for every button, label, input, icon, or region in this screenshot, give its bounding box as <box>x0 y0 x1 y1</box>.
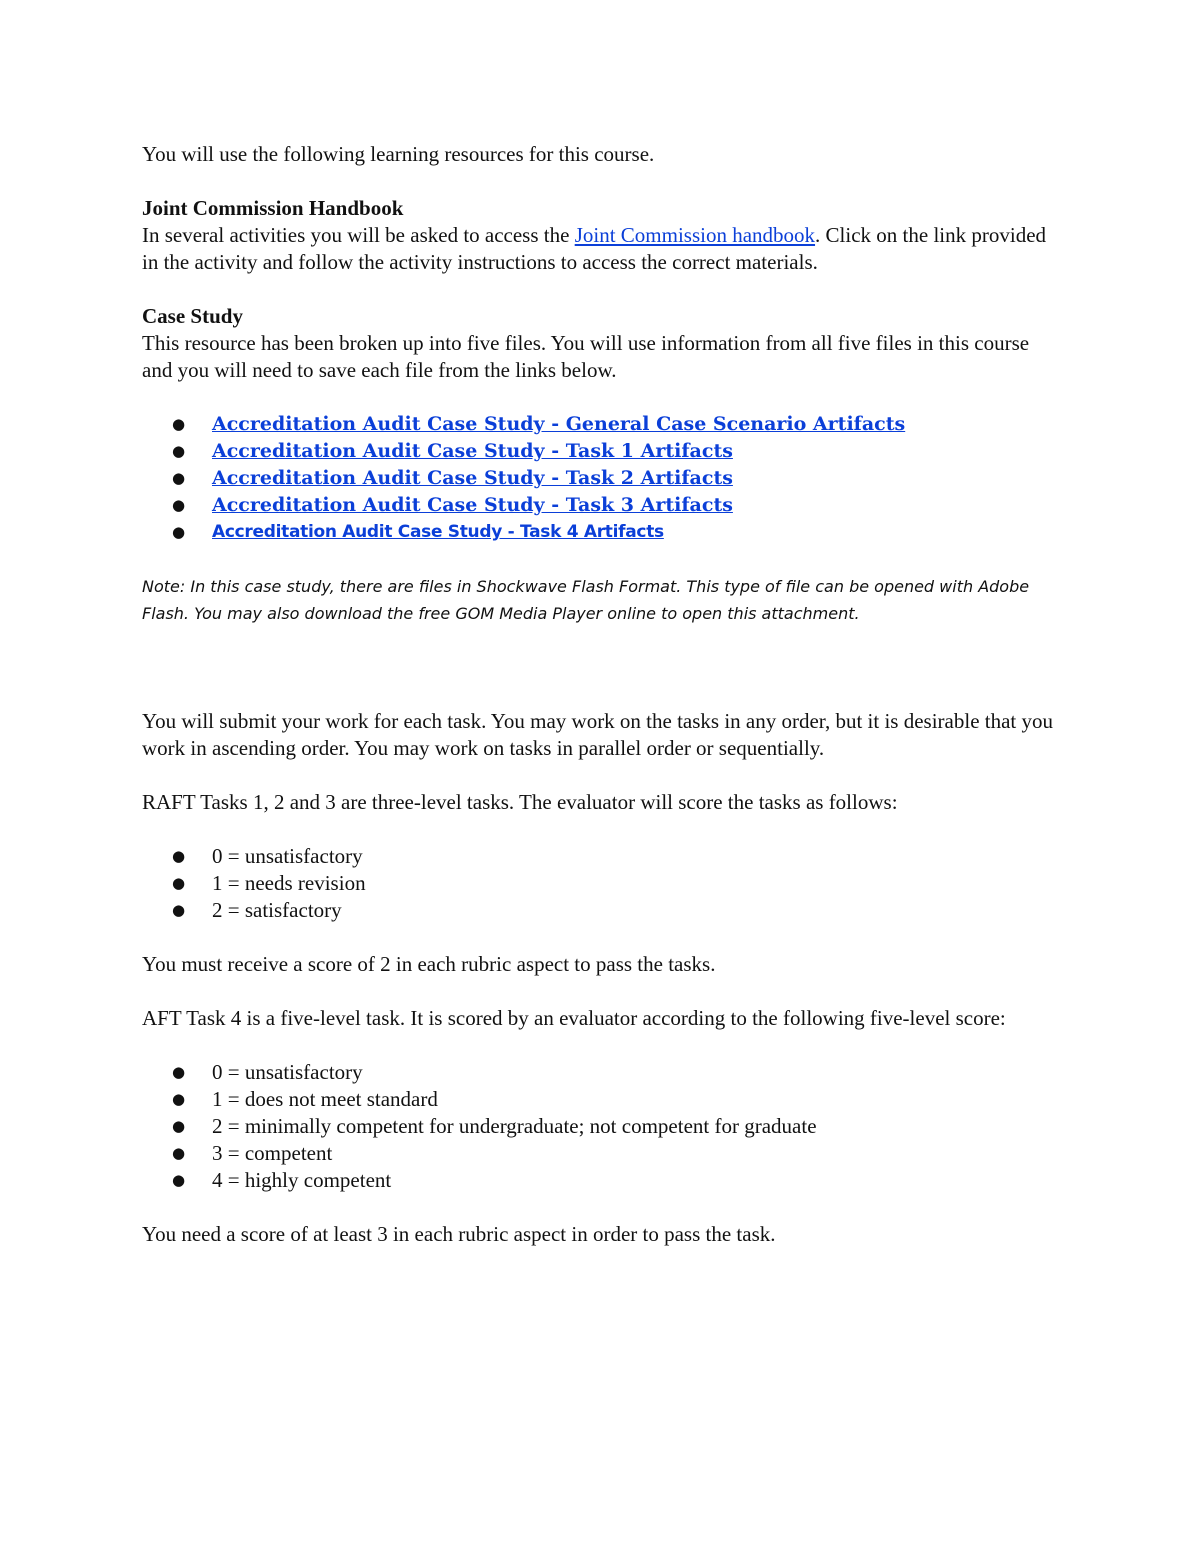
list-item <box>142 492 1062 519</box>
list-item <box>142 1113 1062 1140</box>
bullet-icon: ● <box>172 442 186 460</box>
aft-score-2: 2 = minimally competent for undergraduate; not competent for graduate <box>212 1114 817 1138</box>
bullet-icon: ● <box>172 874 186 892</box>
bullet-icon: ● <box>172 1090 186 1108</box>
list-item <box>142 1167 1062 1194</box>
case-study-note: Note: In this case study, there are files in Shockwave Flash Format. This type of file can be opened with Adobe Flash. You may also download the free GOM Media Player online to open this attachment. <box>142 577 1030 623</box>
aft-pass-text: You need a score of at least 3 in each rubric aspect in order to pass the task. <box>142 1222 776 1246</box>
case-study-link-task-2[interactable]: Accreditation Audit Case Study - Task 2 Artifacts <box>212 467 733 489</box>
list-item <box>142 870 1062 897</box>
bullet-icon: ● <box>172 1144 186 1162</box>
case-study-link-task-4[interactable]: Accreditation Audit Case Study - Task 4 Artifacts <box>212 522 664 542</box>
list-item <box>142 438 1062 465</box>
joint-commission-text-after: . Click on the link provided in the activity and follow the activity instructions to access the correct materials. <box>142 223 1047 274</box>
aft-score-1: 1 = does not meet standard <box>212 1087 438 1111</box>
raft-text: RAFT Tasks 1, 2 and 3 are three-level tasks. The evaluator will score the tasks as follows: <box>142 790 898 814</box>
bullet-icon: ● <box>172 469 186 487</box>
list-item <box>142 843 1062 870</box>
aft-scores-list <box>142 1059 1062 1194</box>
list-item <box>142 411 1062 438</box>
joint-commission-text-before: In several activities you will be asked to access the <box>142 223 575 247</box>
case-study-link-task-1[interactable]: Accreditation Audit Case Study - Task 1 Artifacts <box>212 440 733 462</box>
case-study-links-list <box>142 411 1062 546</box>
case-study-link-task-3[interactable]: Accreditation Audit Case Study - Task 3 Artifacts <box>212 494 733 516</box>
raft-score-1: 1 = needs revision <box>212 871 366 895</box>
joint-commission-handbook-link[interactable]: Joint Commission handbook <box>574 223 816 247</box>
list-item <box>142 1059 1062 1086</box>
case-study-text: This resource has been broken up into five files. You will use information from all five files in this course and you will need to save each file from the links below. <box>142 331 1030 382</box>
list-item <box>142 1086 1062 1113</box>
case-study-heading: Case Study <box>142 304 243 328</box>
bullet-icon: ● <box>172 901 186 919</box>
joint-commission-heading: Joint Commission Handbook <box>142 196 404 220</box>
list-item <box>142 519 1062 546</box>
aft-score-3: 3 = competent <box>212 1141 333 1165</box>
bullet-icon: ● <box>172 496 186 514</box>
case-study-link-general[interactable]: Accreditation Audit Case Study - General Case Scenario Artifacts <box>212 413 906 435</box>
raft-score-0: 0 = unsatisfactory <box>212 844 363 868</box>
bullet-icon: ● <box>172 415 186 433</box>
intro-text: You will use the following learning resources for this course. <box>142 142 655 166</box>
list-item <box>142 1140 1062 1167</box>
document-page <box>142 141 1062 1275</box>
list-item <box>142 897 1062 924</box>
raft-score-2: 2 = satisfactory <box>212 898 342 922</box>
bullet-icon: ● <box>172 1171 186 1189</box>
bullet-icon: ● <box>172 523 185 541</box>
list-item <box>142 465 1062 492</box>
aft-score-4: 4 = highly competent <box>212 1168 392 1192</box>
submission-text: You will submit your work for each task. You may work on the tasks in any order, but it is desirable that you work in ascending order. You may work on tasks in parallel order or sequentially. <box>142 709 1054 760</box>
bullet-icon: ● <box>172 1063 186 1081</box>
bullet-icon: ● <box>172 1117 186 1135</box>
raft-scores-list <box>142 843 1062 924</box>
joint-commission-text <box>142 222 1062 276</box>
aft-score-0: 0 = unsatisfactory <box>212 1060 363 1084</box>
bullet-icon: ● <box>172 847 186 865</box>
raft-pass-text: You must receive a score of 2 in each rubric aspect to pass the tasks. <box>142 952 716 976</box>
aft-text: AFT Task 4 is a five-level task. It is scored by an evaluator according to the following five-level score: <box>142 1006 1006 1030</box>
